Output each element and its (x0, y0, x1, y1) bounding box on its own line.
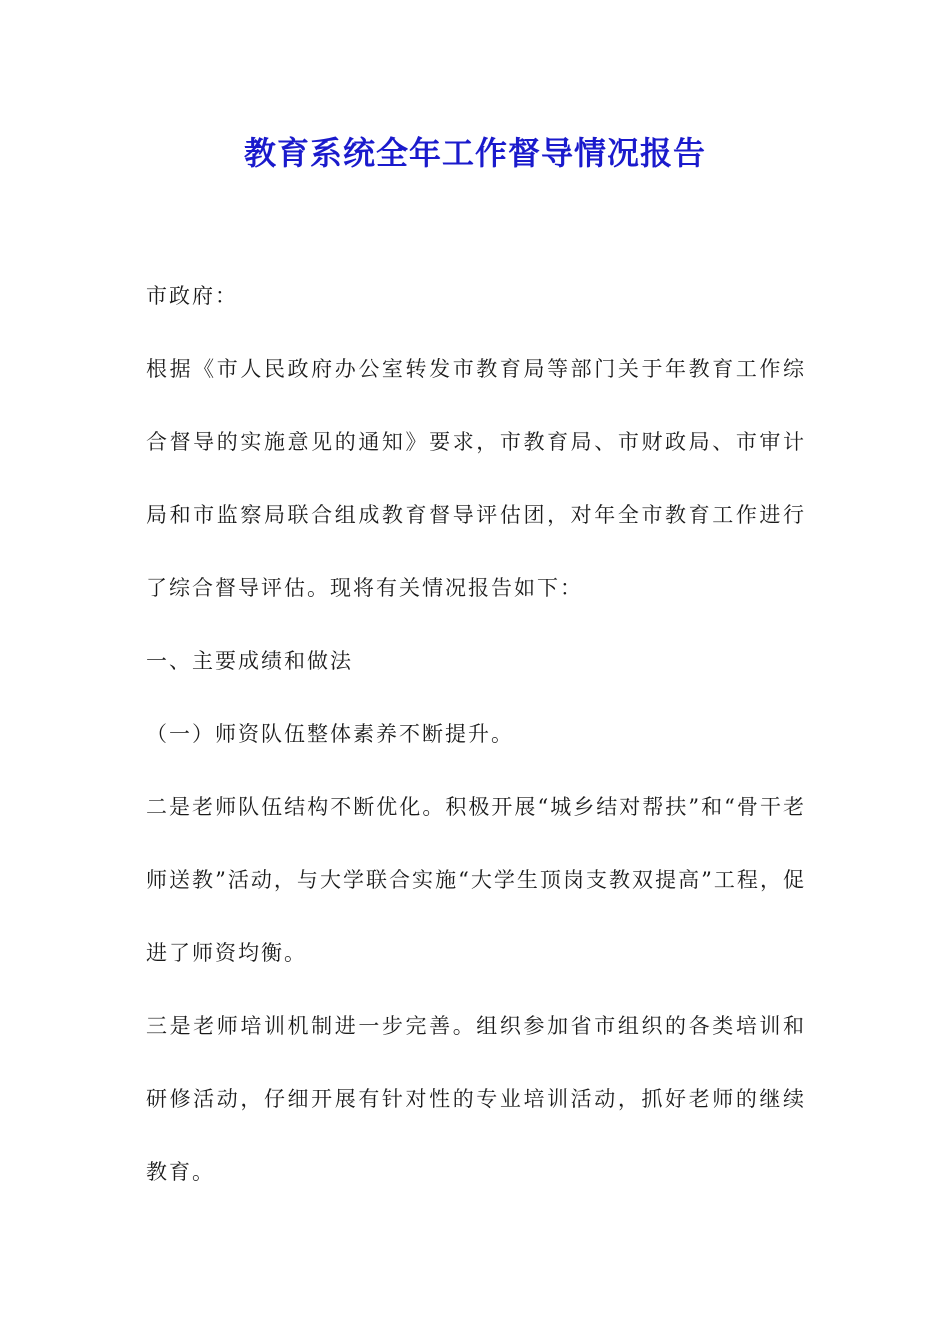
document-title: 教育系统全年工作督导情况报告 (243, 134, 706, 172)
body-paragraph: 三是老师培训机制进一步完善。组织参加省市组织的各类培训和研修活动，仔细开展有针对性的专业培训活动，抓好老师的继续教育。 (146, 1014, 806, 1184)
salutation: 市政府： (146, 284, 238, 308)
intro-paragraph: 根据《市人民政府办公室转发市教育局等部门关于年教育工作综合督导的实施意见的通知》要求，市教育局、市财政局、市审计局和市监察局联合组成教育督导评估团，对年全市教育工作进行了综合督导评估。现将有关情况报告如下： (146, 357, 806, 600)
body-paragraph: 二是老师队伍结构不断优化。积极开展“城乡结对帮扶”和“骨干老师送教”活动，与大学联合实施“大学生顶岗支教双提高”工程，促进了师资均衡。 (146, 795, 806, 965)
section-heading: 一、主要成绩和做法 (146, 649, 353, 673)
document-body (146, 260, 806, 1209)
subsection-heading: （一）师资队伍整体素养不断提升。 (146, 722, 514, 746)
